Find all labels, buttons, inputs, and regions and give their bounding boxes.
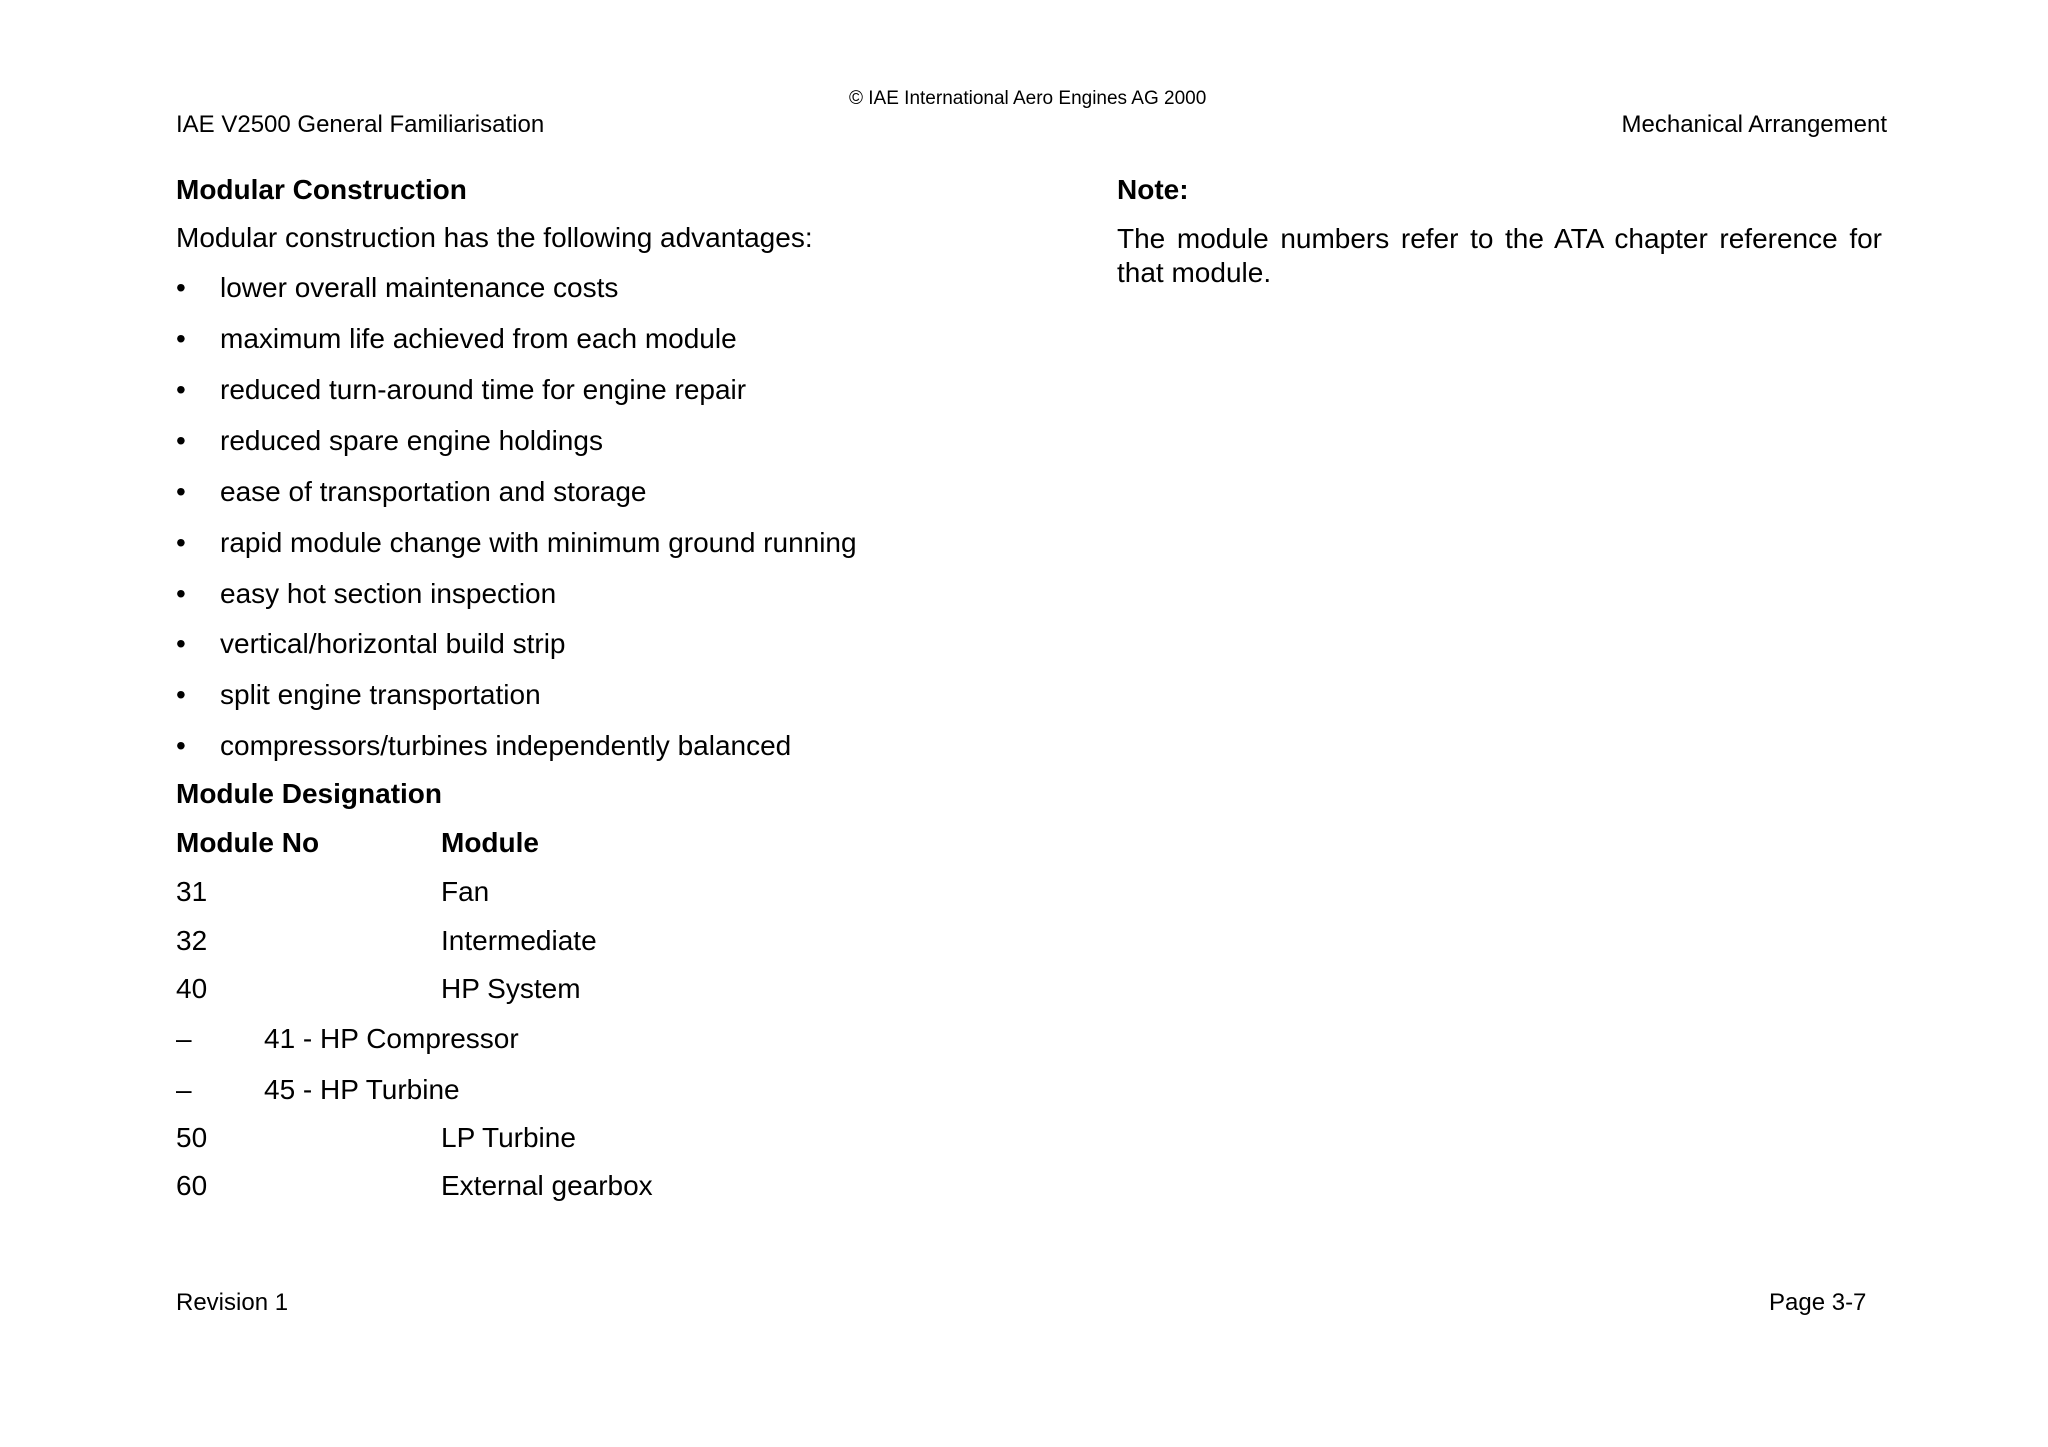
- list-item-text: reduced turn-around time for engine repair: [220, 374, 747, 405]
- note-body: The module numbers refer to the ATA chapter reference for that module.: [1117, 223, 1882, 288]
- column-header-module-no: Module No: [176, 827, 320, 858]
- bullet-icon: •: [176, 628, 186, 659]
- list-item-text: lower overall maintenance costs: [220, 272, 619, 303]
- list-item-text: rapid module change with minimum ground running: [220, 527, 857, 558]
- column-header-module: Module: [441, 827, 539, 858]
- bullet-icon: •: [176, 527, 186, 558]
- chapter-title: Mechanical Arrangement: [1621, 111, 1887, 138]
- list-item-text: ease of transportation and storage: [220, 476, 647, 507]
- intro-paragraph: Modular construction has the following advantages:: [176, 222, 813, 253]
- module-number: 31: [176, 876, 208, 907]
- list-item-text: vertical/horizontal build strip: [220, 628, 566, 659]
- bullet-icon: •: [176, 476, 186, 507]
- list-item-text: compressors/turbines independently balanced: [220, 730, 792, 761]
- bullet-icon: •: [176, 374, 186, 405]
- sub-module-item: 45 - HP Turbine: [264, 1074, 460, 1105]
- copyright-notice: © IAE International Aero Engines AG 2000: [849, 88, 1207, 109]
- module-number: 40: [176, 973, 208, 1004]
- sub-module-dash: –: [176, 1023, 192, 1054]
- module-name: LP Turbine: [441, 1122, 576, 1153]
- page-number: Page 3-7: [1769, 1289, 1867, 1316]
- bullet-icon: •: [176, 323, 186, 354]
- module-number: 50: [176, 1122, 208, 1153]
- note-heading: Note:: [1117, 174, 1189, 205]
- bullet-icon: •: [176, 272, 186, 303]
- sub-module-dash: –: [176, 1074, 192, 1105]
- list-item-text: split engine transportation: [220, 679, 541, 710]
- list-item-text: reduced spare engine holdings: [220, 425, 603, 456]
- bullet-icon: •: [176, 730, 186, 761]
- list-item-text: easy hot section inspection: [220, 578, 557, 609]
- section-heading-modular-construction: Modular Construction: [176, 174, 467, 205]
- module-name: HP System: [441, 973, 581, 1004]
- module-name: External gearbox: [441, 1170, 653, 1201]
- module-name: Intermediate: [441, 925, 597, 956]
- module-number: 60: [176, 1170, 208, 1201]
- module-number: 32: [176, 925, 208, 956]
- document-title: IAE V2500 General Familiarisation: [176, 111, 545, 138]
- revision-label: Revision 1: [176, 1289, 289, 1316]
- section-heading-module-designation: Module Designation: [176, 778, 442, 809]
- list-item-text: maximum life achieved from each module: [220, 323, 737, 354]
- bullet-icon: •: [176, 578, 186, 609]
- module-name: Fan: [441, 876, 490, 907]
- bullet-icon: •: [176, 679, 186, 710]
- bullet-icon: •: [176, 425, 186, 456]
- sub-module-item: 41 - HP Compressor: [264, 1023, 519, 1054]
